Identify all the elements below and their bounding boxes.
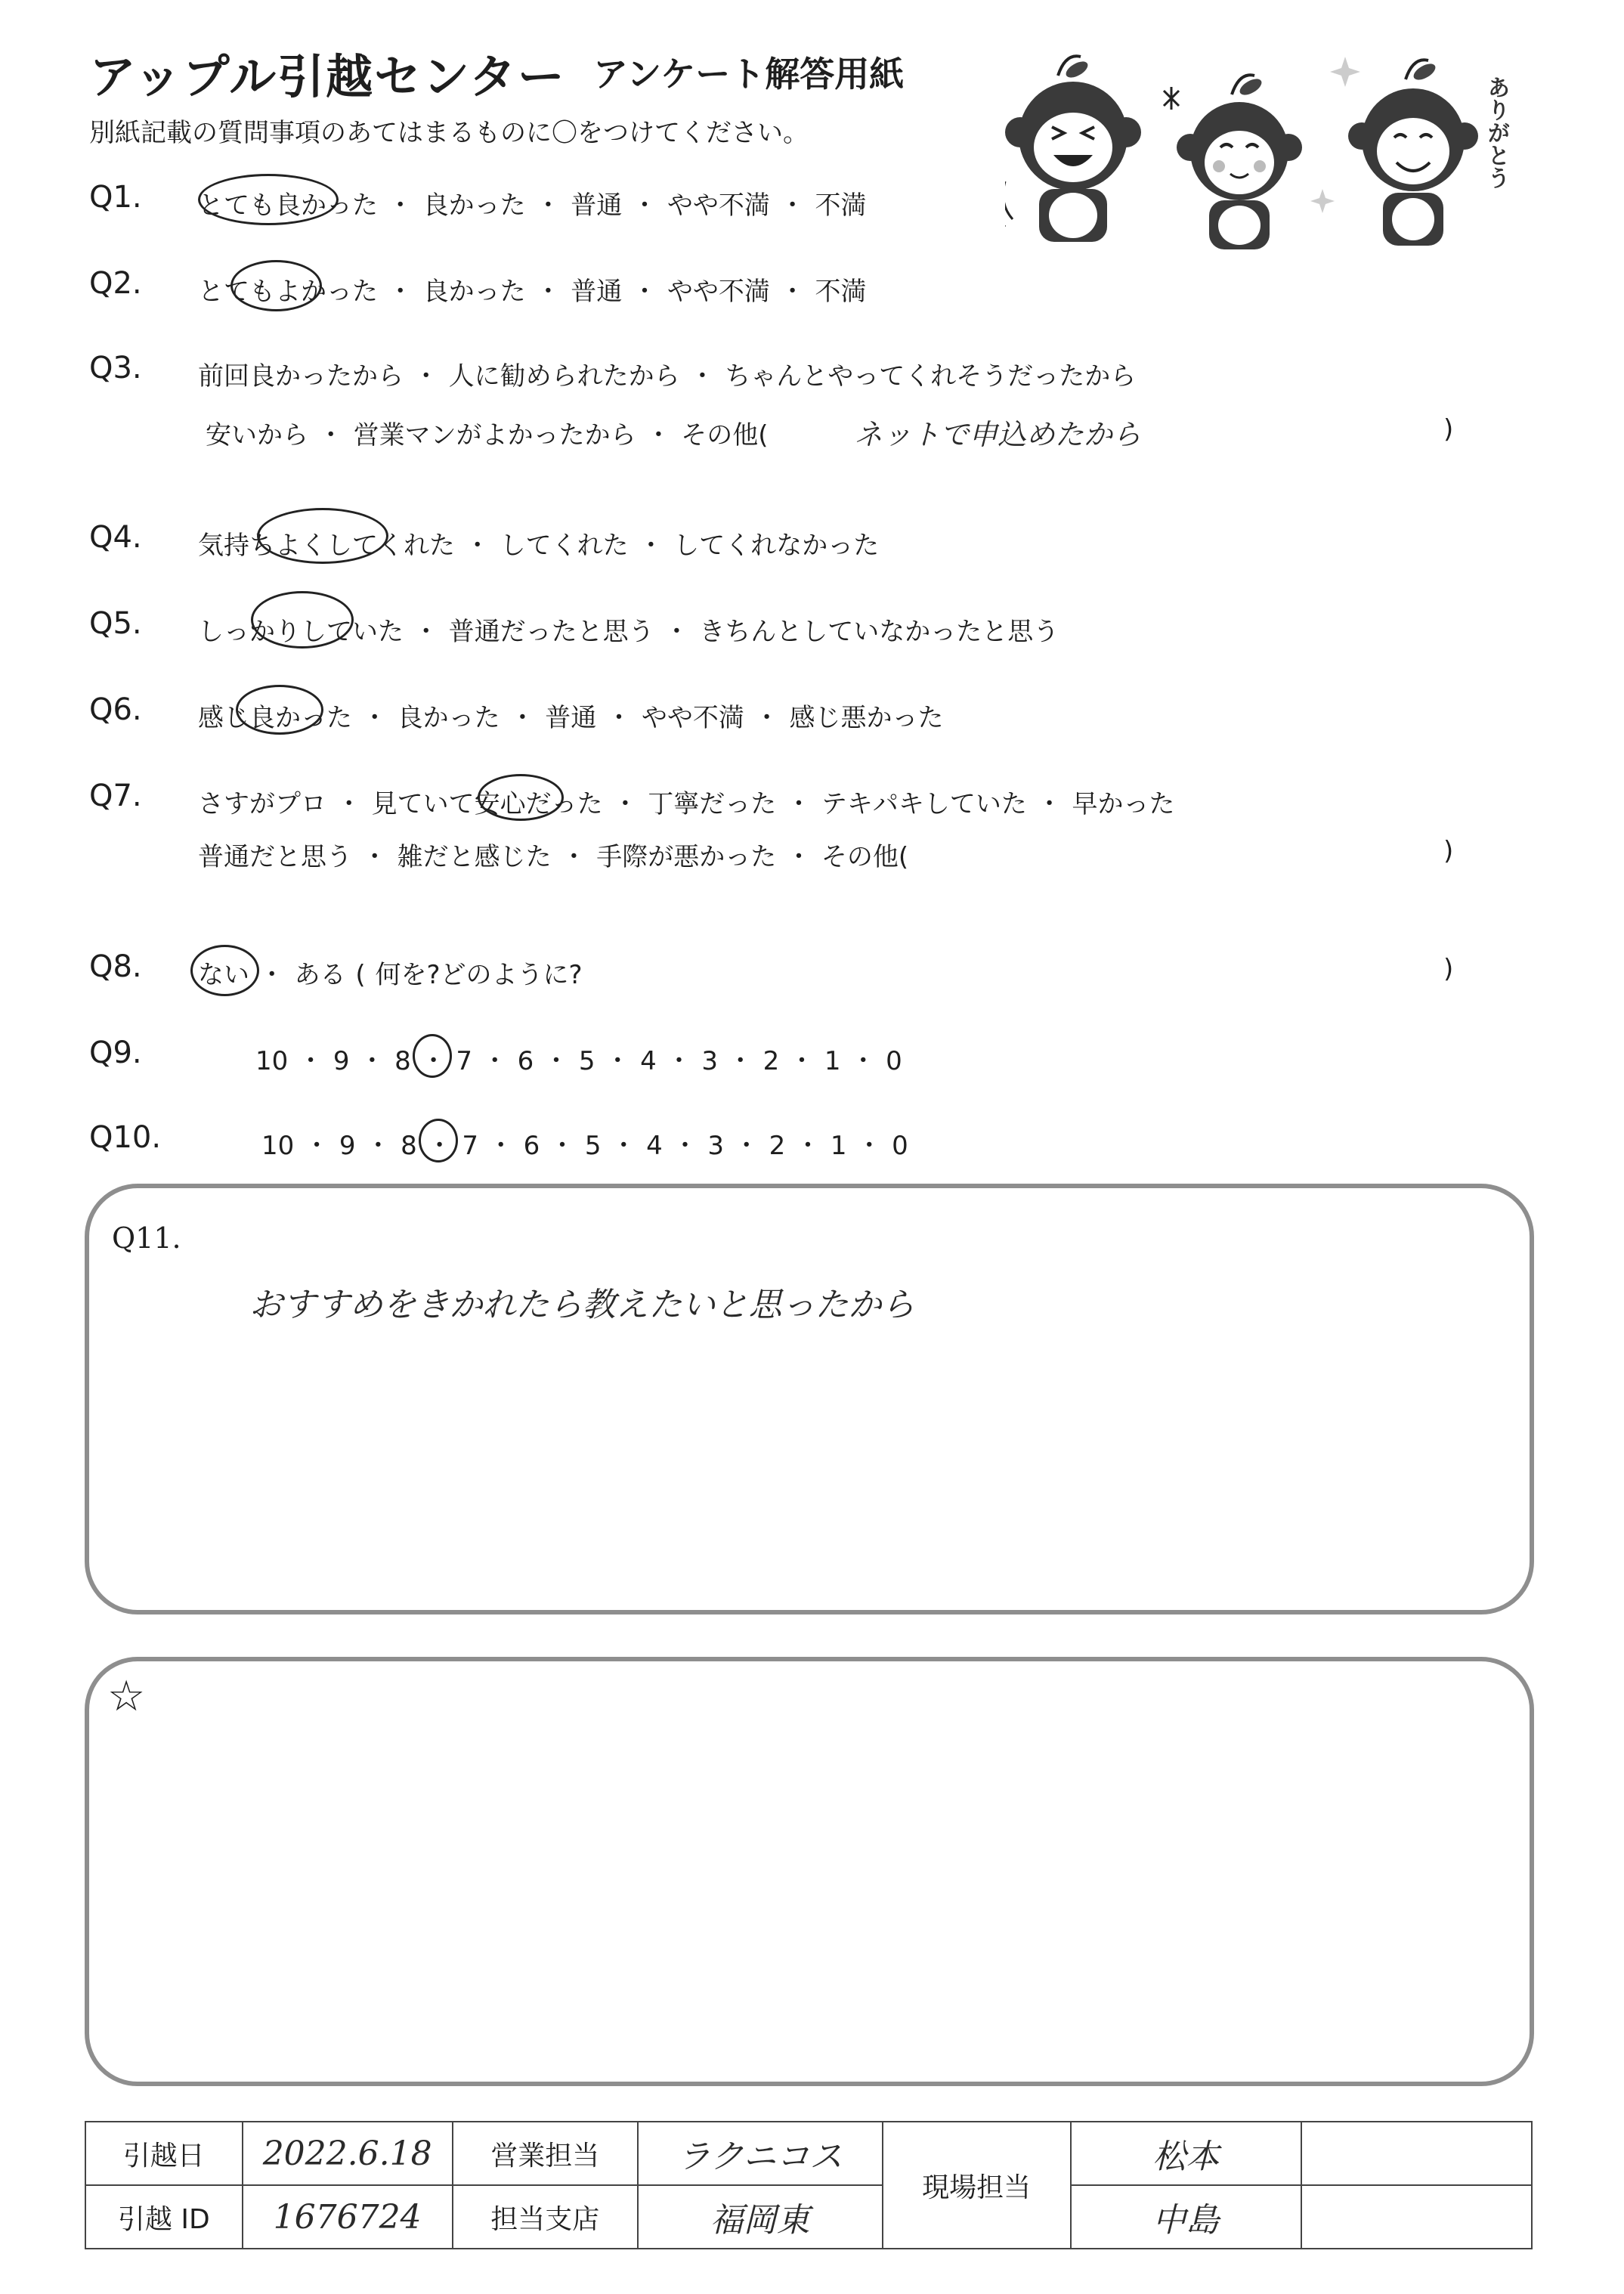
sales-value: ラクニコス [638, 2122, 883, 2185]
q10-options: 10 ・ 9 ・ 8 ・ 7 ・ 6 ・ 5 ・ 4 ・ 3 ・ 2 ・ 1 ・ 0 [261, 1131, 908, 1161]
q11-handwritten-answer: おすすめをきかれたら教えたいと思ったから [249, 1286, 915, 1324]
q6-label: Q6. [89, 692, 142, 727]
page-title: アップル引越センター [89, 49, 566, 104]
q3-handwritten-answer: ネットで申込めたから [854, 418, 1142, 451]
q5-options: しっかりしていた ・ 普通だったと思う ・ きちんとしていなかったと思う [198, 617, 1059, 647]
q4-label: Q4. [89, 520, 142, 555]
q3-options-line1: 前回良かったから ・ 人に勧められたから ・ ちゃんとやってくれそうだったから [198, 361, 1137, 392]
q8-selection-circle [190, 945, 259, 996]
q7-close-paren: ) [1443, 836, 1454, 866]
q7-selection-circle [478, 774, 564, 821]
move-date-value: 2022.6.18 [243, 2122, 453, 2185]
q9-options: 10 ・ 9 ・ 8 ・ 7 ・ 6 ・ 5 ・ 4 ・ 3 ・ 2 ・ 1 ・ 0 [255, 1046, 902, 1076]
q6-options: 感じ良かった ・ 良かった ・ 普通 ・ やや不満 ・ 感じ悪かった [198, 703, 944, 733]
q8-close-paren: ) [1443, 954, 1454, 984]
q11-answer-box[interactable] [85, 1184, 1534, 1614]
q3-close-paren: ) [1443, 414, 1454, 444]
q7-options-line2: 普通だと思う ・ 雑だと感じた ・ 手際が悪かった ・ その他( [198, 842, 909, 872]
q4-options: 気持ちよくしてくれた ・ してくれた ・ してくれなかった [198, 531, 880, 561]
footer-info-table [85, 2121, 1533, 2249]
q2-options: とてもよかった ・ 良かった ・ 普通 ・ やや不満 ・ 不満 [198, 277, 867, 307]
q1-selection-circle [198, 174, 339, 225]
q10-selection-circle [419, 1119, 458, 1162]
q2-selection-circle [230, 260, 322, 311]
site-label: 現場担当 [883, 2122, 1071, 2249]
move-date-label: 引越日 [85, 2122, 243, 2185]
q3-label: Q3. [89, 351, 142, 385]
q3-options-line2: 安いから ・ 営業マンがよかったから ・ その他( [206, 420, 769, 450]
branch-label: 担当支店 [453, 2185, 638, 2249]
q6-selection-circle [236, 685, 323, 735]
monkey-mascots-illustration [1005, 45, 1519, 257]
q10-label: Q10. [89, 1120, 162, 1155]
q8-label: Q8. [89, 949, 142, 984]
q7-label: Q7. [89, 779, 142, 813]
q8-options: ない ・ ある ( 何を?どのように? [198, 960, 583, 990]
site-extra-cell-1 [1301, 2122, 1532, 2185]
q4-selection-circle [257, 508, 388, 564]
site-extra-cell-2 [1301, 2185, 1532, 2249]
move-id-value: 1676724 [243, 2185, 453, 2249]
site-value-1: 松本 [1071, 2122, 1301, 2185]
thanks-text: ありがとう [1483, 76, 1510, 189]
q2-label: Q2. [89, 266, 142, 301]
sales-label: 営業担当 [453, 2122, 638, 2185]
q9-selection-circle [413, 1034, 452, 1078]
q9-label: Q9. [89, 1036, 142, 1070]
q1-options: とても良かった ・ 良かった ・ 普通 ・ やや不満 ・ 不満 [198, 190, 867, 221]
move-id-label: 引越 ID [85, 2185, 243, 2249]
q5-selection-circle [251, 591, 354, 649]
branch-value: 福岡東 [638, 2185, 883, 2249]
monkey-laughing-icon [1005, 56, 1141, 242]
monkey-bowing-icon [1310, 57, 1478, 246]
q1-label: Q1. [89, 180, 142, 215]
star-label: ☆ [107, 1672, 146, 1721]
q11-label: Q11. [112, 1221, 181, 1255]
q7-options-line1: さすがプロ ・ 見ていて安心だった ・ 丁寧だった ・ テキパキしていた ・ 早かった [198, 789, 1175, 819]
page-subtitle: アンケート解答用紙 [593, 54, 905, 94]
instruction-text: 別紙記載の質問事項のあてはまるものに〇をつけてください。 [89, 118, 809, 148]
q5-label: Q5. [89, 606, 142, 641]
site-value-2: 中島 [1071, 2185, 1301, 2249]
monkey-shy-icon [1164, 75, 1302, 249]
star-comment-box[interactable] [85, 1657, 1534, 2086]
